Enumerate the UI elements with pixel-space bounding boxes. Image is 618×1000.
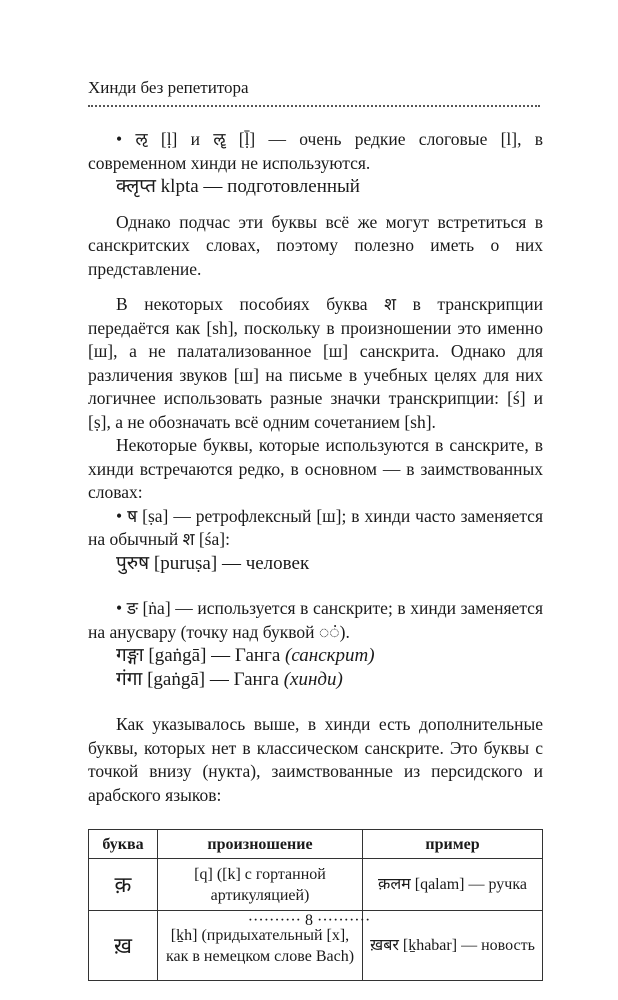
header-letter: буква (89, 830, 158, 859)
paragraph-nukta: Как указывалось выше, в хинди есть дополнительные буквы, которых нет в классическом санскрите. Это буквы с точкой внизу (нукта), заимствованные из персидского и арабского языков: (88, 714, 543, 805)
bullet-nga: • ङ [ṅa] — используется в санскрите; в хинди заменяется на анусвару (точку над буквой ◌ं). (88, 598, 543, 642)
example-klpta: क्लृप्त klpta — подготовленный (116, 176, 360, 197)
header-divider (88, 105, 540, 107)
header-pronunciation: произношение (158, 830, 363, 859)
table-row (89, 859, 543, 911)
example-ganga-sanskrit-rest: [gaṅgā] — Ганга (143, 645, 286, 666)
nukta-table (88, 829, 543, 981)
cell-example: ख़बर [ḵhabar] — новость (363, 911, 543, 981)
example-ganga-sanskrit-dev: गङ्गा (116, 645, 144, 666)
example-ganga-hindi (88, 668, 543, 692)
cell-letter: क़ (89, 859, 158, 911)
paragraph-sanskrit-words: Однако подчас эти буквы всё же могут встретиться в санскритских словах, поэтому полезно иметь о них представление. (88, 211, 543, 279)
paragraph-rare-letters: Некоторые буквы, которые используются в санскрите, в хинди встречаются редко, в основном — в заимствованных словах: (88, 435, 543, 502)
example-ganga-sanskrit-note: (санскрит) (285, 645, 375, 666)
running-header: Хинди без репетитора (88, 78, 249, 97)
table-header-row (89, 830, 543, 859)
example-ganga-hindi-dev: गंगा (116, 668, 143, 690)
cell-example: क़लम [qalam] — ручка (363, 859, 543, 911)
example-ganga-hindi-rest: [gaṅgā] — Ганга (142, 668, 284, 690)
paragraph-sha-transcription: В некоторых пособиях буква श в транскрипции передаётся как [sh], поскольку в произношении это именно [ш], а не палатализованное [ш] санскрита. Однако для различения звуков [ш] на письме в учебных целях для них логичнее использовать разные значки транскрипции: [ś] и [ṣ], а не обозначать всё одним сочетанием [sh]. (88, 294, 543, 432)
page-number: ·········· 8 ·········· (247, 912, 371, 929)
example-ganga-sanskrit (88, 644, 543, 668)
example-purusha: पुरुष [puruṣa] — человек (116, 552, 310, 574)
bullet-retroflex-sha: • ष [ṣa] — ретрофлексный [ш]; в хинди часто заменяется на обычный श [śa]: (88, 505, 543, 549)
bullet-vocalic-l: • ऌ [ḷ] и ॡ [ḹ] — очень редкие слоговые [l], в современном хинди не используются. (88, 129, 543, 173)
cell-letter: ख़ (89, 911, 158, 981)
cell-pronunciation: [q] ([k] с гортанной артикуляцией) (158, 859, 363, 911)
example-ganga-hindi-note: (хинди) (283, 668, 343, 690)
cell-pronunciation: [ḵh] (придыхательный [х], как в немецком слове Bach) (158, 911, 363, 981)
header-example: пример (363, 830, 543, 859)
page-content (88, 128, 543, 981)
